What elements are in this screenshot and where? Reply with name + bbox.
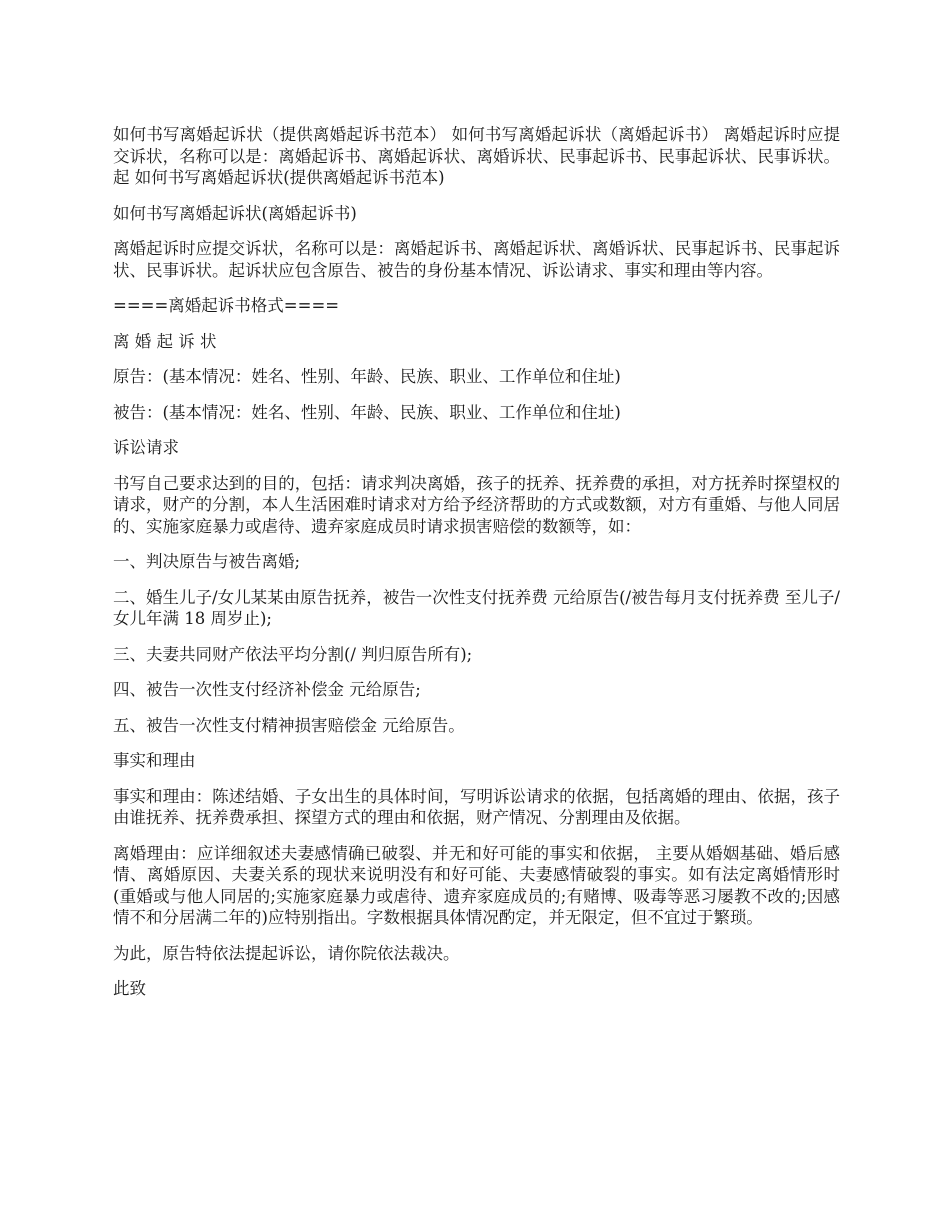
salutation: 此致 — [113, 979, 146, 998]
claims-description: 书写自己要求达到的目的，包括：请求判决离婚，孩子的抚养、抚养费的承担，对方抚养时探望权的请求，财产的分割，本人生活困难时请求对方给予经济帮助的方式或数额，对方有重婚、与他人同居的、实施家庭暴力或虐待、遗弃家庭成员时请求损害赔偿的数额等，如： — [113, 473, 840, 536]
facts-paragraph: 事实和理由：陈述结婚、子女出生的具体时间，写明诉讼请求的依据，包括离婚的理由、依据，孩子由谁抚养、抚养费承担、探望方式的理由和依据，财产情况、分割理由及依据。 — [113, 786, 840, 827]
plaintiff-line: 原告：(基本情况：姓名、性别、年龄、民族、职业、工作单位和住址) — [113, 367, 621, 386]
format-heading: ====离婚起诉书格式==== — [113, 296, 340, 315]
claim-item-1: 一、判决原告与被告离婚; — [113, 552, 301, 571]
complaint-title: 离 婚 起 诉 状 — [113, 331, 217, 351]
description-paragraph: 离婚起诉时应提交诉状，名称可以是：离婚起诉书、离婚起诉状、离婚诉状、民事起诉书、民事起诉状、民事诉状。起诉状应包含原告、被告的身份基本情况、诉讼请求、事实和理由等内容。 — [113, 239, 840, 280]
claim-item-5: 五、被告一次性支付精神损害赔偿金 元给原告。 — [113, 715, 465, 735]
claim-item-2: 二、婚生儿子/女儿某某由原告抚养，被告一次性支付抚养费 元给原告(/被告每月支付抚养费 至儿子/女儿年满 18 周岁止); — [113, 587, 840, 628]
defendant-line: 被告：(基本情况：姓名、性别、年龄、民族、职业、工作单位和住址) — [113, 402, 621, 422]
claim-item-4: 四、被告一次性支付经济补偿金 元给原告; — [113, 680, 421, 699]
claims-heading: 诉讼请求 — [113, 438, 179, 457]
intro-paragraph: 如何书写离婚起诉状（提供离婚起诉书范本） 如何书写离婚起诉状（离婚起诉书） 离婚起诉时应提交诉状，名称可以是：离婚起诉书、离婚起诉状、离婚诉状、民事起诉书、民事起诉状、民事诉状。起 如何书写离婚起诉状(提供离婚起诉书范本) — [113, 125, 840, 187]
subtitle: 如何书写离婚起诉状(离婚起诉书) — [113, 203, 357, 223]
claim-item-3: 三、夫妻共同财产依法平均分割(/ 判归原告所有); — [113, 644, 473, 664]
divorce-reasons-paragraph: 离婚理由：应详细叙述夫妻感情确已破裂、并无和好可能的事实和依据， 主要从婚姻基础、婚后感情、离婚原因、夫妻关系的现状来说明没有和好可能、夫妻感情破裂的事实。如有法定离婚情形时(重婚或与他人同居的;实施家庭暴力或虐待、遗弃家庭成员的;有赌博、吸毒等恶习屡教不改的;因感情不和分居满二年的)应特别指出。字数根据具体情况酌定，并无限定，但不宜过于繁琐。 — [113, 843, 840, 927]
facts-heading: 事实和理由 — [113, 751, 196, 770]
document-body — [113, 124, 840, 1014]
closing-request: 为此，原告特依法提起诉讼，请你院依法裁决。 — [113, 943, 460, 963]
